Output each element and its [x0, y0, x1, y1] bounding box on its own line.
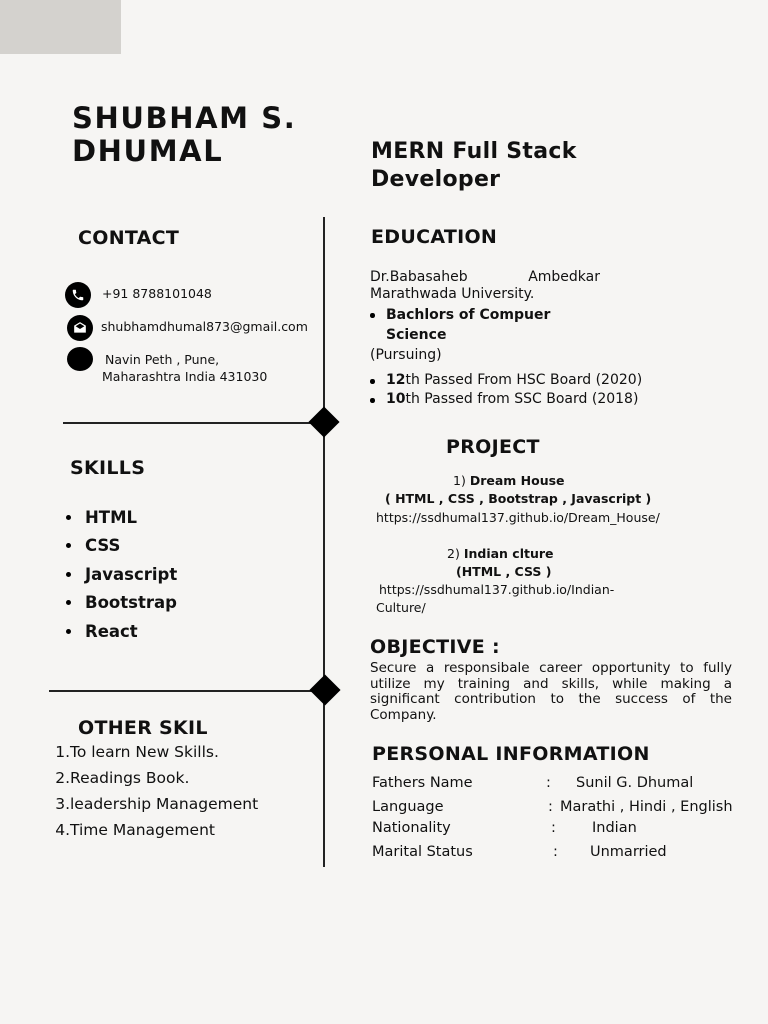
- project-1-number: 1): [453, 473, 466, 488]
- other-skill-number: 2.: [55, 769, 70, 787]
- other-skill-text: To learn New Skills.: [70, 743, 219, 761]
- skills-heading: SKILLS: [70, 457, 146, 479]
- address-line-1: Navin Peth , Pune,: [105, 352, 220, 367]
- ssc-grade: 10: [386, 391, 406, 407]
- personal-row-label: Language: [372, 799, 444, 815]
- other-skill-text: Time Management: [70, 821, 215, 839]
- job-title-line-2: Developer: [371, 167, 501, 192]
- name-line-2: DHUMAL: [72, 134, 224, 168]
- skill-item: Bootstrap: [66, 589, 177, 618]
- project-heading: PROJECT: [446, 436, 540, 458]
- skill-item: Javascript: [66, 560, 177, 589]
- personal-info-heading: PERSONAL INFORMATION: [372, 743, 650, 765]
- name-line-1: SHUBHAM S.: [72, 101, 297, 135]
- hsc-grade: 12: [386, 372, 406, 388]
- personal-row-sep: :: [553, 844, 558, 860]
- other-skill-number: 4.: [55, 821, 70, 839]
- personal-row-value: Unmarried: [590, 844, 667, 860]
- other-skill-number: 1.: [55, 743, 70, 761]
- project-1-tech: ( HTML , CSS , Bootstrap , Javascript ): [385, 491, 652, 506]
- personal-row-value: Sunil G. Dhumal: [576, 775, 694, 791]
- personal-row-label: Nationality: [372, 820, 451, 836]
- degree-status: (Pursuing): [370, 347, 442, 363]
- education-heading: EDUCATION: [371, 226, 498, 248]
- personal-row-label: Marital Status: [372, 844, 473, 860]
- personal-row-value: Marathi , Hindi , English: [560, 799, 733, 815]
- personal-row-label: Fathers Name: [372, 775, 473, 791]
- other-skill-number: 3.: [55, 795, 70, 813]
- degree-line-1: Bachlors of Compuer: [386, 307, 551, 323]
- personal-row-value: Indian: [592, 820, 637, 836]
- project-2-link-line-2[interactable]: Culture/: [376, 600, 426, 615]
- university-line-2: Marathwada University.: [370, 286, 535, 302]
- project-2-name: Indian clture: [463, 546, 554, 561]
- contact-heading: CONTACT: [78, 227, 180, 249]
- university-word-1: Dr.Babasaheb: [370, 269, 468, 285]
- other-skill-text: Readings Book.: [70, 769, 190, 787]
- personal-row-sep: :: [551, 820, 556, 836]
- project-1-link[interactable]: https://ssdhumal137.github.io/Dream_House/: [376, 510, 660, 525]
- other-skills-heading: OTHER SKIL: [78, 717, 208, 739]
- ssc-text: th Passed from SSC Board (2018): [405, 391, 639, 407]
- university-word-2: Ambedkar: [528, 269, 600, 285]
- contact-email[interactable]: shubhamdhumal873@gmail.com: [101, 319, 308, 334]
- project-2-link-line-1[interactable]: https://ssdhumal137.github.io/Indian-: [379, 582, 615, 597]
- job-title-line-1: MERN Full Stack: [371, 139, 577, 164]
- personal-row-sep: :: [548, 799, 553, 815]
- skill-item: React: [66, 617, 177, 646]
- personal-row-sep: :: [546, 775, 551, 791]
- objective-heading: OBJECTIVE :: [370, 636, 500, 658]
- degree-line-2: Science: [386, 327, 447, 343]
- skill-item: HTML: [66, 503, 177, 532]
- project-1-name: Dream House: [469, 473, 565, 488]
- hsc-text: th Passed From HSC Board (2020): [405, 372, 643, 388]
- skill-item: CSS: [66, 532, 177, 561]
- project-2-number: 2): [447, 546, 460, 561]
- project-2-tech: (HTML , CSS ): [456, 564, 552, 579]
- objective-text: Secure a responsibale career opportunity to fully utilize my training and skills, while making a significant contribution to the success of the Company.: [370, 660, 732, 723]
- address-line-2: Maharashtra India 431030: [102, 369, 268, 384]
- other-skill-text: leadership Management: [70, 795, 259, 813]
- contact-phone: +91 8788101048: [102, 286, 212, 301]
